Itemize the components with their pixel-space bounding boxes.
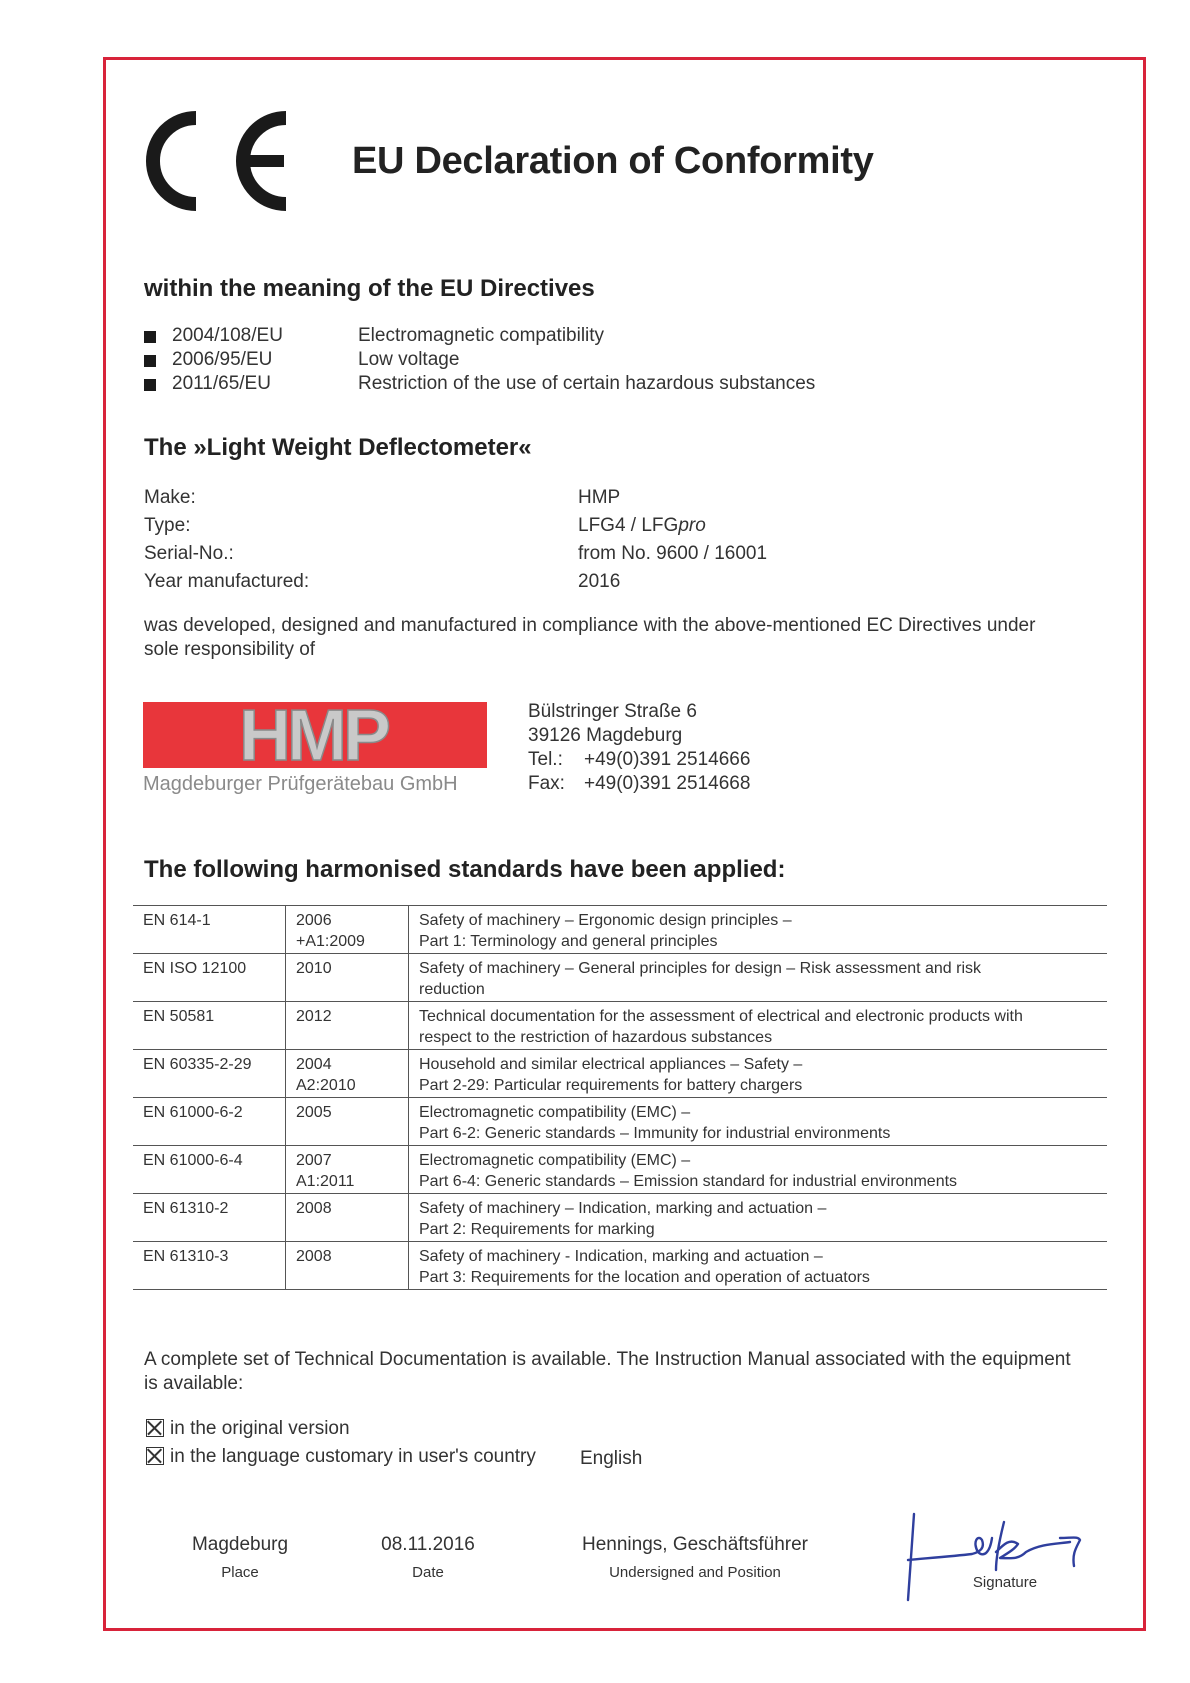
directive-code: 2011/65/EU [172, 373, 271, 394]
spec-label: Year manufactured: [144, 571, 310, 592]
documentation-text: A complete set of Technical Documentation is available. The Instruction Manual associated with the equipment [144, 1349, 1071, 1370]
standard-description: Safety of machinery – Indication, marking and actuation – Part 2: Requirements for marking [409, 1194, 1108, 1242]
standard-code: EN 61310-3 [133, 1242, 286, 1290]
footer-place [160, 1534, 320, 1581]
standards-row [133, 1002, 1107, 1050]
ce-mark-icon [140, 104, 292, 218]
standard-year: 2007 A1:2011 [286, 1146, 409, 1194]
undersigned-label: Undersigned and Position [609, 1564, 781, 1581]
hmp-logo-icon [213, 702, 413, 768]
place-value: Magdeburg [191, 1534, 289, 1555]
standard-code: EN ISO 12100 [133, 954, 286, 1002]
standard-year: 2008 [286, 1194, 409, 1242]
checkbox-checked-icon [146, 1419, 164, 1437]
compliance-text: sole responsibility of [144, 639, 316, 660]
logo-tagline: Magdeburger Prüfgerätebau GmbH [143, 773, 458, 795]
page-title: EU Declaration of Conformity [352, 140, 874, 182]
directive-code: 2006/95/EU [172, 349, 273, 370]
standards-row [133, 1050, 1107, 1098]
standards-table [133, 905, 1107, 1290]
directive-description: Restriction of the use of certain hazardous substances [358, 373, 816, 394]
logo-bar [413, 702, 487, 768]
date-label: Date [412, 1564, 444, 1581]
checkbox-label: in the original version [170, 1418, 350, 1439]
compliance-text: was developed, designed and manufactured in compliance with the above-mentioned EC Directives under [144, 615, 1036, 636]
spec-label: Type: [144, 515, 191, 536]
standard-code: EN 61310-2 [133, 1194, 286, 1242]
standard-description: Electromagnetic compatibility (EMC) – Part 6-4: Generic standards – Emission standard for industrial environments [409, 1146, 1108, 1194]
standard-code: EN 61000-6-2 [133, 1098, 286, 1146]
documentation-text: is available: [144, 1373, 244, 1394]
svg-text:HMP: HMP [239, 702, 387, 768]
spec-label: Make: [144, 487, 196, 508]
spec-value: from No. 9600 / 16001 [578, 543, 768, 564]
footer-signature [945, 1574, 1065, 1591]
bullet-icon [144, 355, 156, 367]
standard-description: Safety of machinery – General principles for design – Risk assessment and risk reduction [409, 954, 1108, 1002]
standard-code: EN 60335-2-29 [133, 1050, 286, 1098]
spec-value: LFG4 / LFGpro [578, 515, 706, 536]
hmp-logo [143, 702, 487, 796]
checkbox-original-version[interactable] [146, 1418, 350, 1440]
standard-description: Electromagnetic compatibility (EMC) – Part 6-2: Generic standards – Immunity for industrial environments [409, 1098, 1108, 1146]
signature-label: Signature [972, 1574, 1038, 1591]
bullet-icon [144, 379, 156, 391]
standards-row [133, 906, 1107, 954]
footer-date [348, 1534, 508, 1581]
product-heading: The »Light Weight Deflectometer« [144, 434, 532, 461]
footer-undersigned [565, 1534, 825, 1581]
company-street: Bülstringer Straße 6 [528, 701, 697, 722]
standard-description: Safety of machinery – Ergonomic design principles – Part 1: Terminology and general principles [409, 906, 1108, 954]
company-city: 39126 Magdeburg [528, 725, 683, 746]
directive-code: 2004/108/EU [172, 325, 283, 346]
date-value: 08.11.2016 [381, 1534, 475, 1555]
standard-code: EN 61000-6-4 [133, 1146, 286, 1194]
spec-value: HMP [578, 487, 621, 508]
standards-row [133, 1098, 1107, 1146]
checkbox-checked-icon [146, 1447, 164, 1465]
directive-description: Low voltage [358, 349, 460, 370]
standards-heading: The following harmonised standards have been applied: [144, 856, 786, 883]
bullet-icon [144, 331, 156, 343]
standard-year: 2010 [286, 954, 409, 1002]
standards-row [133, 1242, 1107, 1290]
checkbox-label: in the language customary in user's country [170, 1446, 536, 1467]
company-phone: Tel.: +49(0)391 2514666 [528, 749, 751, 770]
logo-bar [143, 702, 213, 768]
standard-code: EN 614-1 [133, 906, 286, 954]
directive-description: Electromagnetic compatibility [358, 325, 605, 346]
standard-year: 2008 [286, 1242, 409, 1290]
company-fax: Fax: +49(0)391 2514668 [528, 773, 751, 794]
standards-row [133, 1194, 1107, 1242]
standard-year: 2006 +A1:2009 [286, 906, 409, 954]
signature-icon [900, 1508, 1100, 1608]
spec-label: Serial-No.: [144, 543, 234, 564]
standard-description: Household and similar electrical appliances – Safety – Part 2-29: Particular requirements for battery chargers [409, 1050, 1108, 1098]
standard-year: 2004 A2:2010 [286, 1050, 409, 1098]
checkbox-user-language[interactable] [146, 1446, 536, 1468]
standard-code: EN 50581 [133, 1002, 286, 1050]
standard-year: 2012 [286, 1002, 409, 1050]
standard-description: Technical documentation for the assessment of electrical and electronic products with respect to the restriction of hazardous substances [409, 1002, 1108, 1050]
standards-row [133, 1146, 1107, 1194]
language-value: English [580, 1448, 643, 1469]
place-label: Place [221, 1564, 259, 1581]
undersigned-value: Hennings, Geschäftsführer [581, 1534, 808, 1555]
directives-heading: within the meaning of the EU Directives [144, 275, 595, 302]
standard-year: 2005 [286, 1098, 409, 1146]
standards-row [133, 954, 1107, 1002]
standard-description: Safety of machinery - Indication, marking and actuation – Part 3: Requirements for the location and operation of actuators [409, 1242, 1108, 1290]
spec-value: 2016 [578, 571, 621, 592]
